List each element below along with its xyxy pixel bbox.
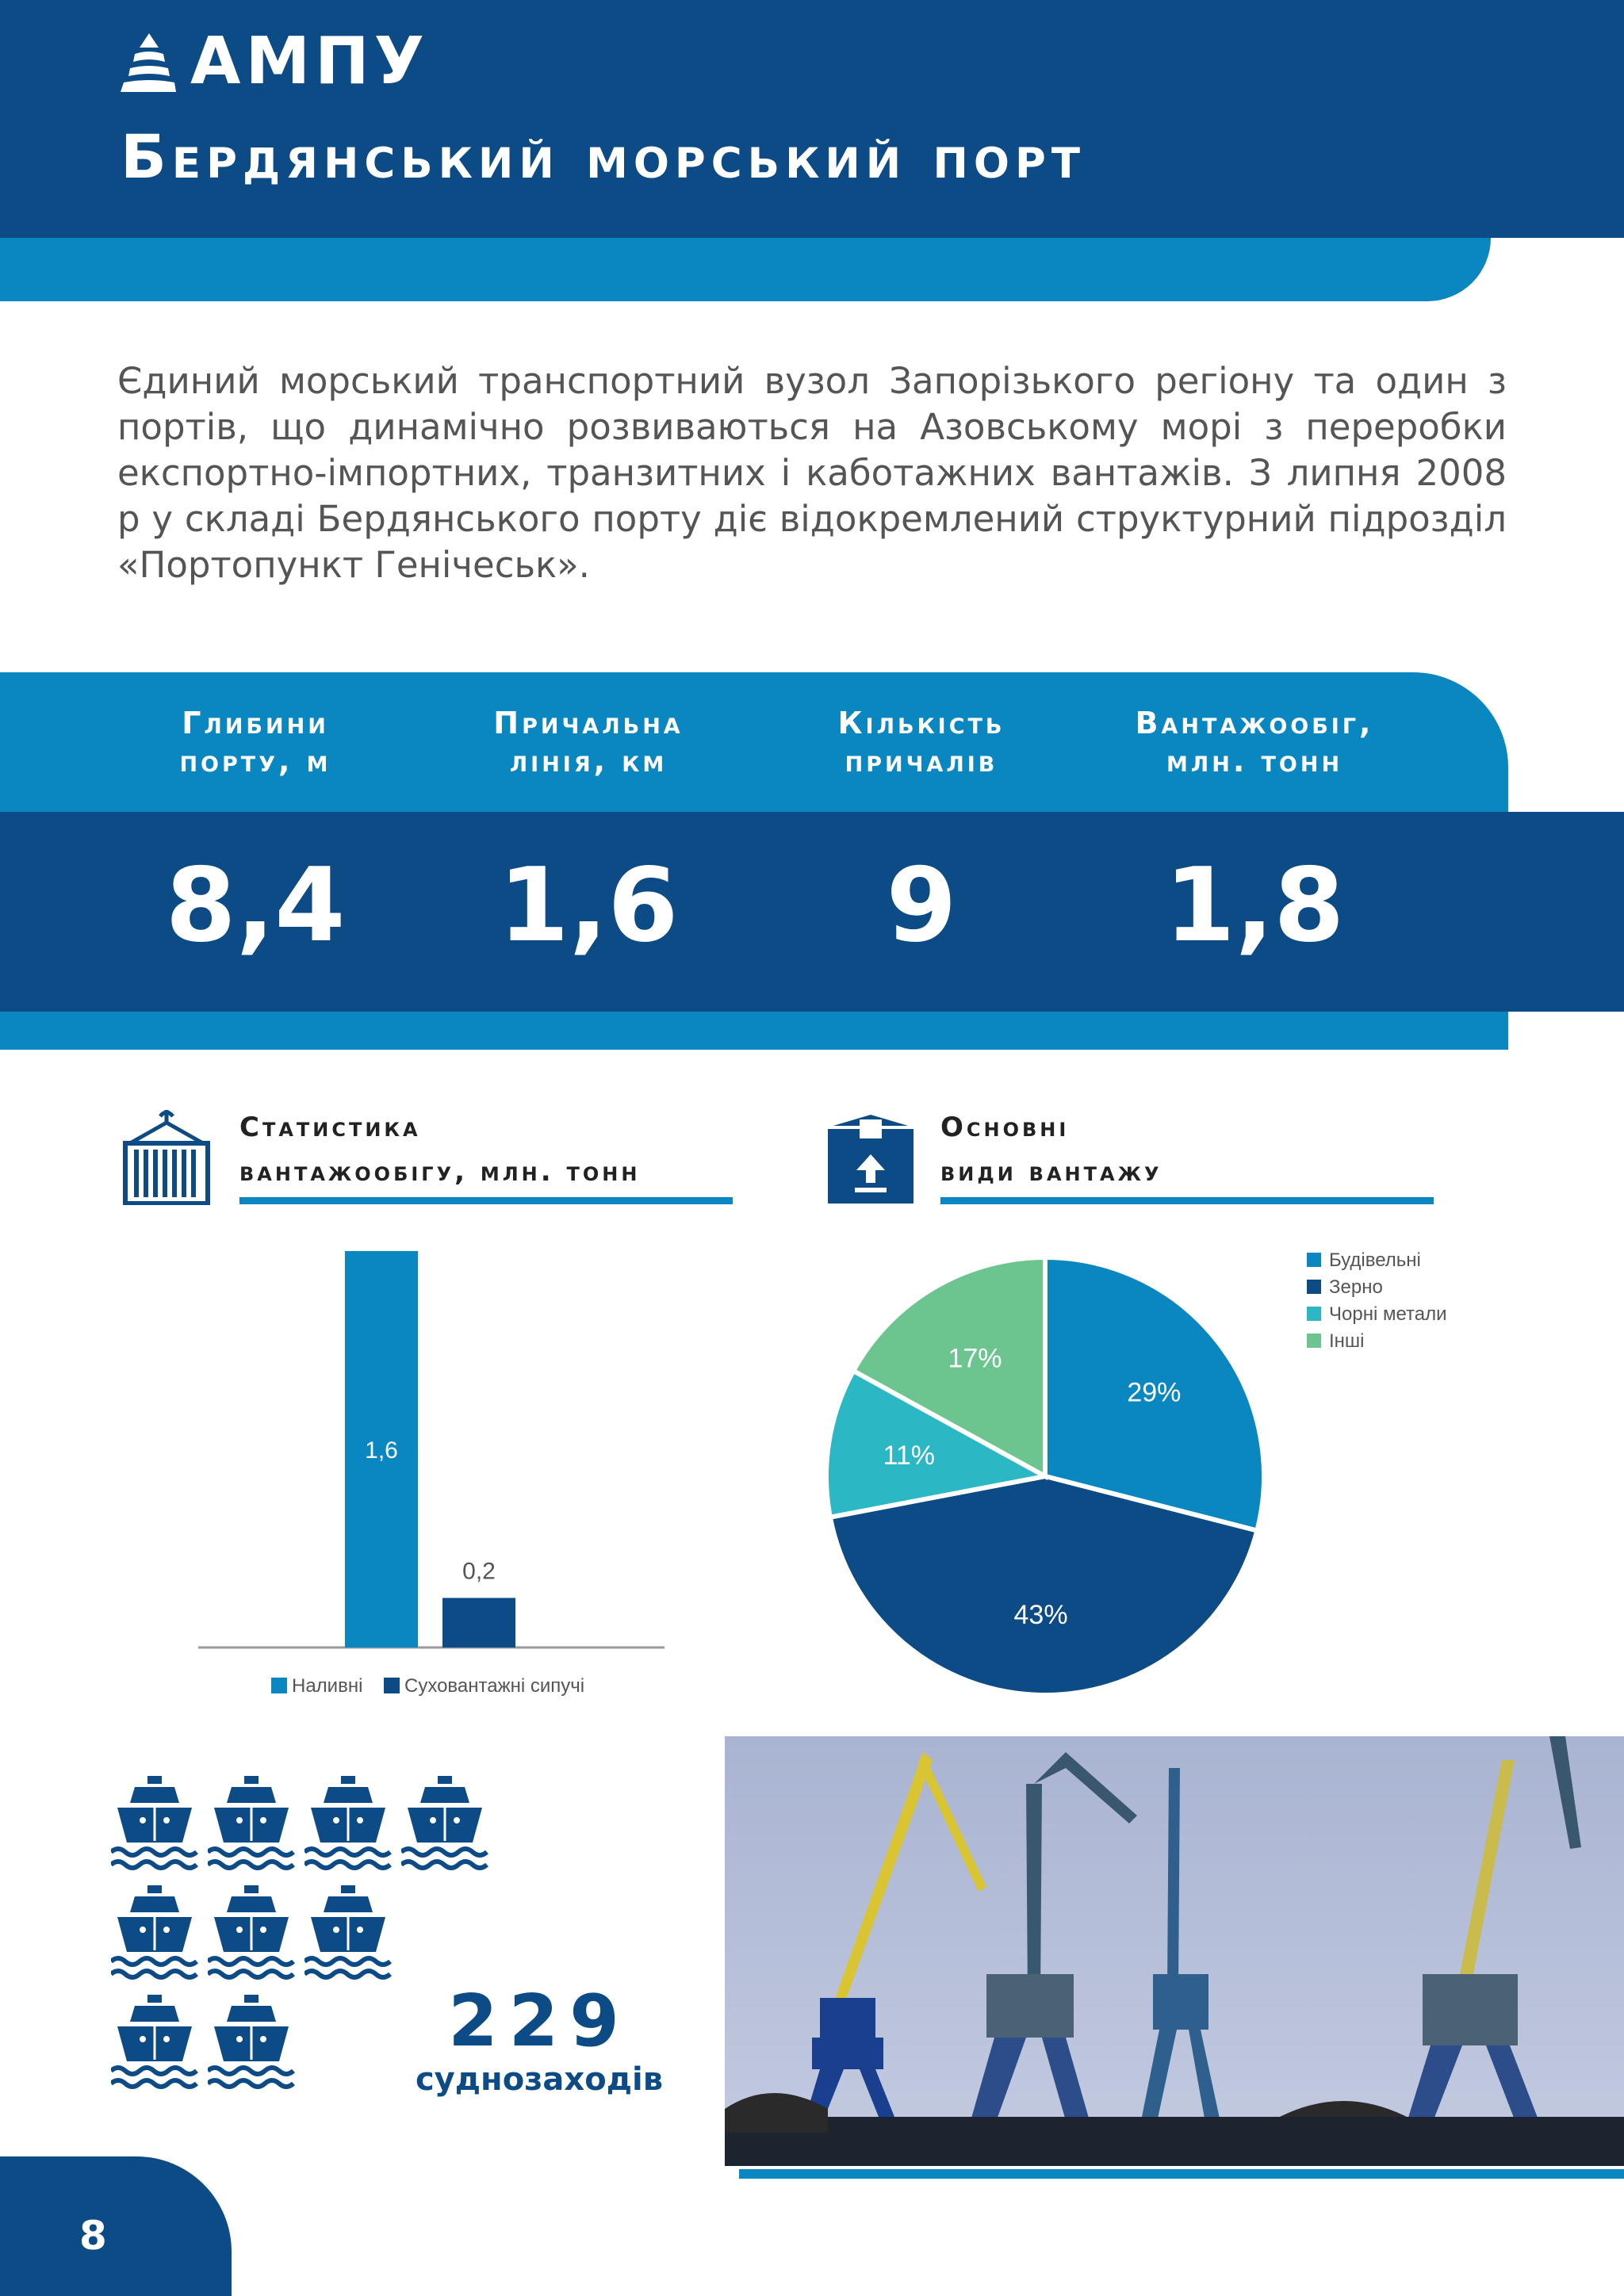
pie-label-ferrous-metals: 11% [883, 1440, 936, 1471]
port-cranes-photo [725, 1736, 1624, 2166]
page-number-tab [0, 2156, 232, 2296]
pie-legend-grain: Зерно [1329, 1276, 1383, 1298]
logo-text: АМПУ [190, 24, 429, 99]
bar-value-label-dry-bulk: 0,2 [462, 1558, 496, 1585]
stats-bottom-stripe [0, 1012, 1508, 1050]
page-number: 8 [79, 2213, 107, 2259]
pie-label-grain: 43% [1013, 1599, 1068, 1630]
stat-value-berth-count: 9 [886, 847, 957, 965]
pie-legend-swatch-other [1307, 1334, 1321, 1348]
ship-icon [304, 1885, 392, 1980]
ship-icon [208, 1776, 295, 1871]
pie-legend-swatch-ferrous-metals [1307, 1307, 1321, 1321]
cargo-box-icon [825, 1113, 917, 1207]
stat-label-depth: Глибини порту, м [179, 706, 331, 779]
lighthouse-logo-icon [117, 32, 179, 94]
stat-value-berth-line: 1,6 [498, 847, 679, 965]
legend-label-dry-bulk: Суховантажні сипучі [404, 1675, 585, 1697]
ship-icon [208, 1995, 295, 2090]
legend-swatch-dry-bulk [384, 1678, 400, 1693]
section-underline-cargo [940, 1197, 1434, 1204]
ship-calls-label: суднозаходів [415, 2061, 664, 2098]
ship-icon [111, 1776, 198, 1871]
cargo-pie-chart [809, 1237, 1602, 1712]
ship-calls-count: 229 [448, 1980, 630, 2063]
photo-underline [739, 2169, 1624, 2179]
stat-value-turnover: 1,8 [1164, 847, 1345, 965]
legend-swatch-liquid [271, 1678, 287, 1693]
stat-label-turnover: Вантажообіг, млн. тонн [1135, 706, 1374, 779]
pie-legend-construction: Будівельні [1329, 1249, 1421, 1271]
section-title-turnover: Статистика вантажообігу, млн. тонн [239, 1112, 641, 1188]
pie-legend-swatch-grain [1307, 1280, 1321, 1294]
intro-paragraph: Єдиний морський транспортний вузол Запорізького регіону та один з портів, що динамічно розвиваються на Азовському морі з переробки експортно-імпортних, транзитних і каботажних вантажів. З липня 2008 р у складі Бердянського порту діє відокремлений структурний підрозділ «Портопункт Генічеськ». [117, 360, 1507, 586]
turnover-bar-chart [190, 1237, 698, 1712]
section-title-cargo: Основні види вантажу [940, 1112, 1162, 1188]
bar-value-label-liquid: 1,6 [365, 1437, 398, 1464]
pie-legend-ferrous-metals: Чорні метали [1329, 1303, 1447, 1325]
page-title: Бердянський морський порт [121, 121, 1086, 192]
container-crane-icon [119, 1108, 214, 1205]
stat-label-berth-line: Причальна лінія, км [493, 706, 684, 779]
pie-label-construction: 29% [1127, 1377, 1182, 1408]
pie-legend-swatch-construction [1307, 1253, 1321, 1267]
ship-icon [111, 1995, 198, 2090]
bar-dry-bulk [442, 1598, 515, 1648]
stat-label-berth-count: Кількість причалів [837, 706, 1005, 779]
pie-label-other: 17% [948, 1343, 1002, 1374]
ship-icon [401, 1776, 488, 1871]
section-underline-turnover [239, 1197, 733, 1204]
legend-label-liquid: Наливні [292, 1675, 363, 1697]
pie-legend-other: Інші [1329, 1330, 1365, 1352]
ship-icon [304, 1776, 392, 1871]
ship-icon [208, 1885, 295, 1980]
stat-value-depth: 8,4 [165, 847, 346, 965]
header-stripe [0, 238, 1491, 301]
ship-icon [111, 1885, 198, 1980]
